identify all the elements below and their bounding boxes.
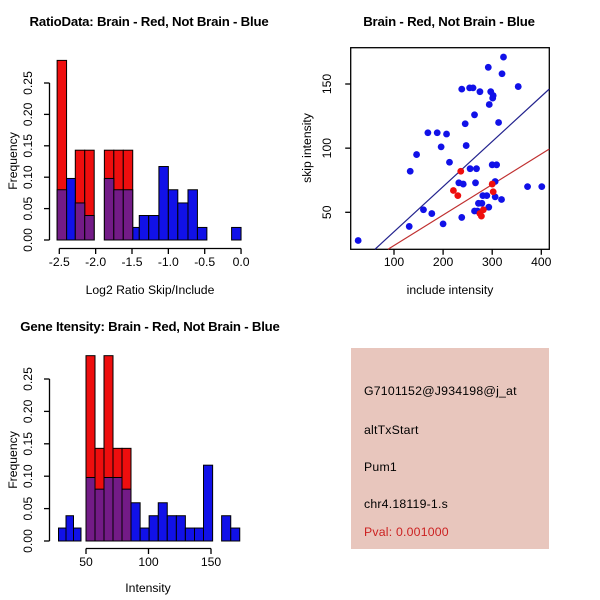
hist-bar-overlap bbox=[86, 477, 95, 541]
y-tick-label: 100 bbox=[320, 137, 334, 159]
scatter-point-blue bbox=[420, 206, 427, 213]
hist-bar-overlap bbox=[57, 190, 66, 240]
y-tick-label: 50 bbox=[320, 205, 334, 220]
x-tick-label: -2.5 bbox=[48, 255, 70, 269]
scatter-point-red bbox=[489, 181, 496, 188]
y-tick-label: 0.00 bbox=[21, 228, 35, 252]
scatter-point-blue bbox=[406, 223, 413, 230]
y-tick-label: 0.15 bbox=[21, 133, 35, 158]
x-tick-label: -1.0 bbox=[157, 255, 179, 269]
scatter-point-blue bbox=[499, 70, 506, 77]
scatter-point-blue bbox=[486, 101, 493, 108]
scatter-xlabel: include intensity bbox=[406, 283, 494, 297]
plot-box bbox=[351, 48, 550, 250]
x-tick-label: -2.0 bbox=[85, 255, 107, 269]
y-tick-label: 0.25 bbox=[21, 71, 35, 95]
scatter-point-blue bbox=[460, 181, 467, 188]
hist-bar-overlap bbox=[104, 178, 113, 240]
hist-bar-overlap bbox=[122, 489, 131, 541]
probeset-id-text: G7101152@J934198@j_at bbox=[364, 384, 517, 398]
hist-bar-overlap bbox=[95, 489, 104, 541]
hist-bar-blue bbox=[67, 178, 76, 240]
hist-bar-overlap bbox=[123, 190, 132, 240]
scatter-point-blue bbox=[413, 151, 420, 158]
y-tick-label: 0.20 bbox=[21, 399, 35, 424]
scatter-point-blue bbox=[538, 183, 545, 190]
x-tick-label: 150 bbox=[200, 555, 222, 569]
scatter-point-red bbox=[490, 188, 497, 195]
scatter-point-red bbox=[457, 168, 464, 175]
scatter-point-blue bbox=[485, 64, 492, 71]
scatter-point-blue bbox=[483, 192, 490, 199]
x-tick-label: 200 bbox=[432, 255, 454, 269]
scatter-point-blue bbox=[434, 129, 441, 136]
scatter-point-blue bbox=[424, 129, 431, 136]
x-tick-label: 0.0 bbox=[232, 255, 250, 269]
scatter-point-blue bbox=[443, 131, 450, 138]
hist-bar-blue bbox=[168, 190, 177, 240]
x-tick-label: 400 bbox=[531, 255, 552, 269]
scatter-ylabel: skip intensity bbox=[300, 113, 314, 183]
hist-bar-blue bbox=[176, 516, 185, 541]
gene-histogram-title: Gene Itensity: Brain - Red, Not Brain - Blue bbox=[20, 319, 280, 334]
x-tick-label: 100 bbox=[383, 255, 405, 269]
y-tick-label: 0.05 bbox=[21, 496, 35, 521]
hist-bar-blue bbox=[204, 465, 213, 541]
scatter-point-blue bbox=[438, 143, 445, 150]
scatter-point-blue bbox=[495, 119, 502, 126]
hist-bar-overlap bbox=[114, 190, 123, 240]
hist-bar-blue bbox=[232, 227, 241, 240]
scatter-point-blue bbox=[458, 214, 465, 221]
panel-intensity-scatter bbox=[300, 14, 552, 297]
y-tick-label: 150 bbox=[320, 73, 334, 95]
scatter-point-blue bbox=[500, 54, 507, 61]
gene-name-text: Pum1 bbox=[364, 460, 397, 474]
y-tick-label: 0.10 bbox=[21, 165, 35, 190]
scatter-point-blue bbox=[515, 83, 522, 90]
scatter-point-blue bbox=[440, 220, 447, 227]
hist-bar-blue bbox=[188, 190, 197, 240]
hist-bar-blue bbox=[149, 216, 159, 240]
hist-bar-blue bbox=[131, 503, 140, 541]
y-tick-label: 0.15 bbox=[21, 431, 35, 456]
panel-gene-intensity-histogram bbox=[6, 319, 280, 595]
scatter-point-blue bbox=[524, 183, 531, 190]
hist-bar-overlap bbox=[104, 477, 113, 541]
scatter-point-blue bbox=[428, 210, 435, 217]
y-tick-label: 0.10 bbox=[21, 464, 35, 489]
hist-bar-blue bbox=[149, 516, 158, 541]
scatter-point-blue bbox=[473, 165, 480, 172]
y-tick-label: 0.00 bbox=[21, 529, 35, 553]
ratio-histogram-xlabel: Log2 Ratio Skip/Include bbox=[85, 283, 215, 297]
panel-ratio-histogram bbox=[6, 14, 268, 297]
hist-bar-blue bbox=[59, 528, 67, 541]
scatter-point-red bbox=[450, 187, 457, 194]
scatter-point-blue bbox=[493, 161, 500, 168]
ratio-histogram-ylabel: Frequency bbox=[6, 132, 20, 190]
y-tick-label: 0.25 bbox=[21, 367, 35, 391]
hist-bar-blue bbox=[139, 216, 148, 240]
scatter-point-blue bbox=[463, 142, 470, 149]
hist-bar-blue bbox=[167, 516, 176, 541]
regression-line-red bbox=[388, 149, 549, 249]
scatter-point-blue bbox=[458, 86, 465, 93]
x-tick-label: 50 bbox=[79, 555, 93, 569]
scatter-point-blue bbox=[470, 84, 477, 91]
hist-bar-overlap bbox=[85, 216, 94, 240]
hist-bar-blue bbox=[231, 528, 240, 541]
scatter-point-blue bbox=[355, 237, 362, 244]
event-type-text: altTxStart bbox=[364, 423, 419, 437]
x-tick-label: 100 bbox=[138, 555, 159, 569]
scatter-point-blue bbox=[471, 111, 478, 118]
hist-bar-blue bbox=[185, 528, 194, 541]
hist-bar-blue bbox=[195, 528, 204, 541]
hist-bar-blue bbox=[74, 528, 82, 541]
scatter-point-blue bbox=[472, 179, 479, 186]
info-panel bbox=[351, 348, 549, 549]
scatter-point-blue bbox=[446, 159, 453, 166]
y-tick-label: 0.05 bbox=[21, 196, 35, 221]
scatter-point-red bbox=[454, 192, 461, 199]
scatter-title: Brain - Red, Not Brain - Blue bbox=[363, 14, 535, 29]
x-tick-label: 300 bbox=[482, 255, 503, 269]
x-tick-label: -1.5 bbox=[121, 255, 143, 269]
scatter-point-blue bbox=[490, 92, 497, 99]
gene-histogram-xlabel: Intensity bbox=[125, 581, 171, 595]
scatter-point-red bbox=[480, 206, 487, 213]
scatter-point-blue bbox=[498, 196, 505, 203]
gene-histogram-ylabel: Frequency bbox=[6, 431, 20, 489]
hist-bar-overlap bbox=[113, 477, 122, 541]
locus-text: chr4.18119-1.s bbox=[364, 497, 448, 511]
pvalue-text: Pval: 0.001000 bbox=[364, 525, 449, 539]
scatter-point-blue bbox=[478, 200, 485, 207]
ratio-histogram-title: RatioData: Brain - Red, Not Brain - Blue bbox=[29, 14, 269, 29]
hist-bar-blue bbox=[222, 516, 231, 541]
hist-bar-blue bbox=[197, 227, 206, 240]
scatter-point-blue bbox=[407, 168, 414, 175]
hist-bar-blue bbox=[158, 503, 167, 541]
hist-bar-blue bbox=[140, 528, 149, 541]
hist-bar-blue bbox=[133, 227, 140, 240]
hist-bar-blue bbox=[159, 167, 168, 240]
x-tick-label: -0.5 bbox=[194, 255, 216, 269]
scatter-point-red bbox=[478, 213, 485, 220]
y-tick-label: 0.20 bbox=[21, 102, 35, 127]
hist-bar-blue bbox=[178, 203, 188, 240]
hist-bar-blue bbox=[66, 516, 74, 541]
hist-bar-overlap bbox=[75, 203, 84, 240]
scatter-point-blue bbox=[467, 165, 474, 172]
scatter-point-blue bbox=[462, 120, 469, 127]
scatter-point-blue bbox=[477, 88, 484, 95]
